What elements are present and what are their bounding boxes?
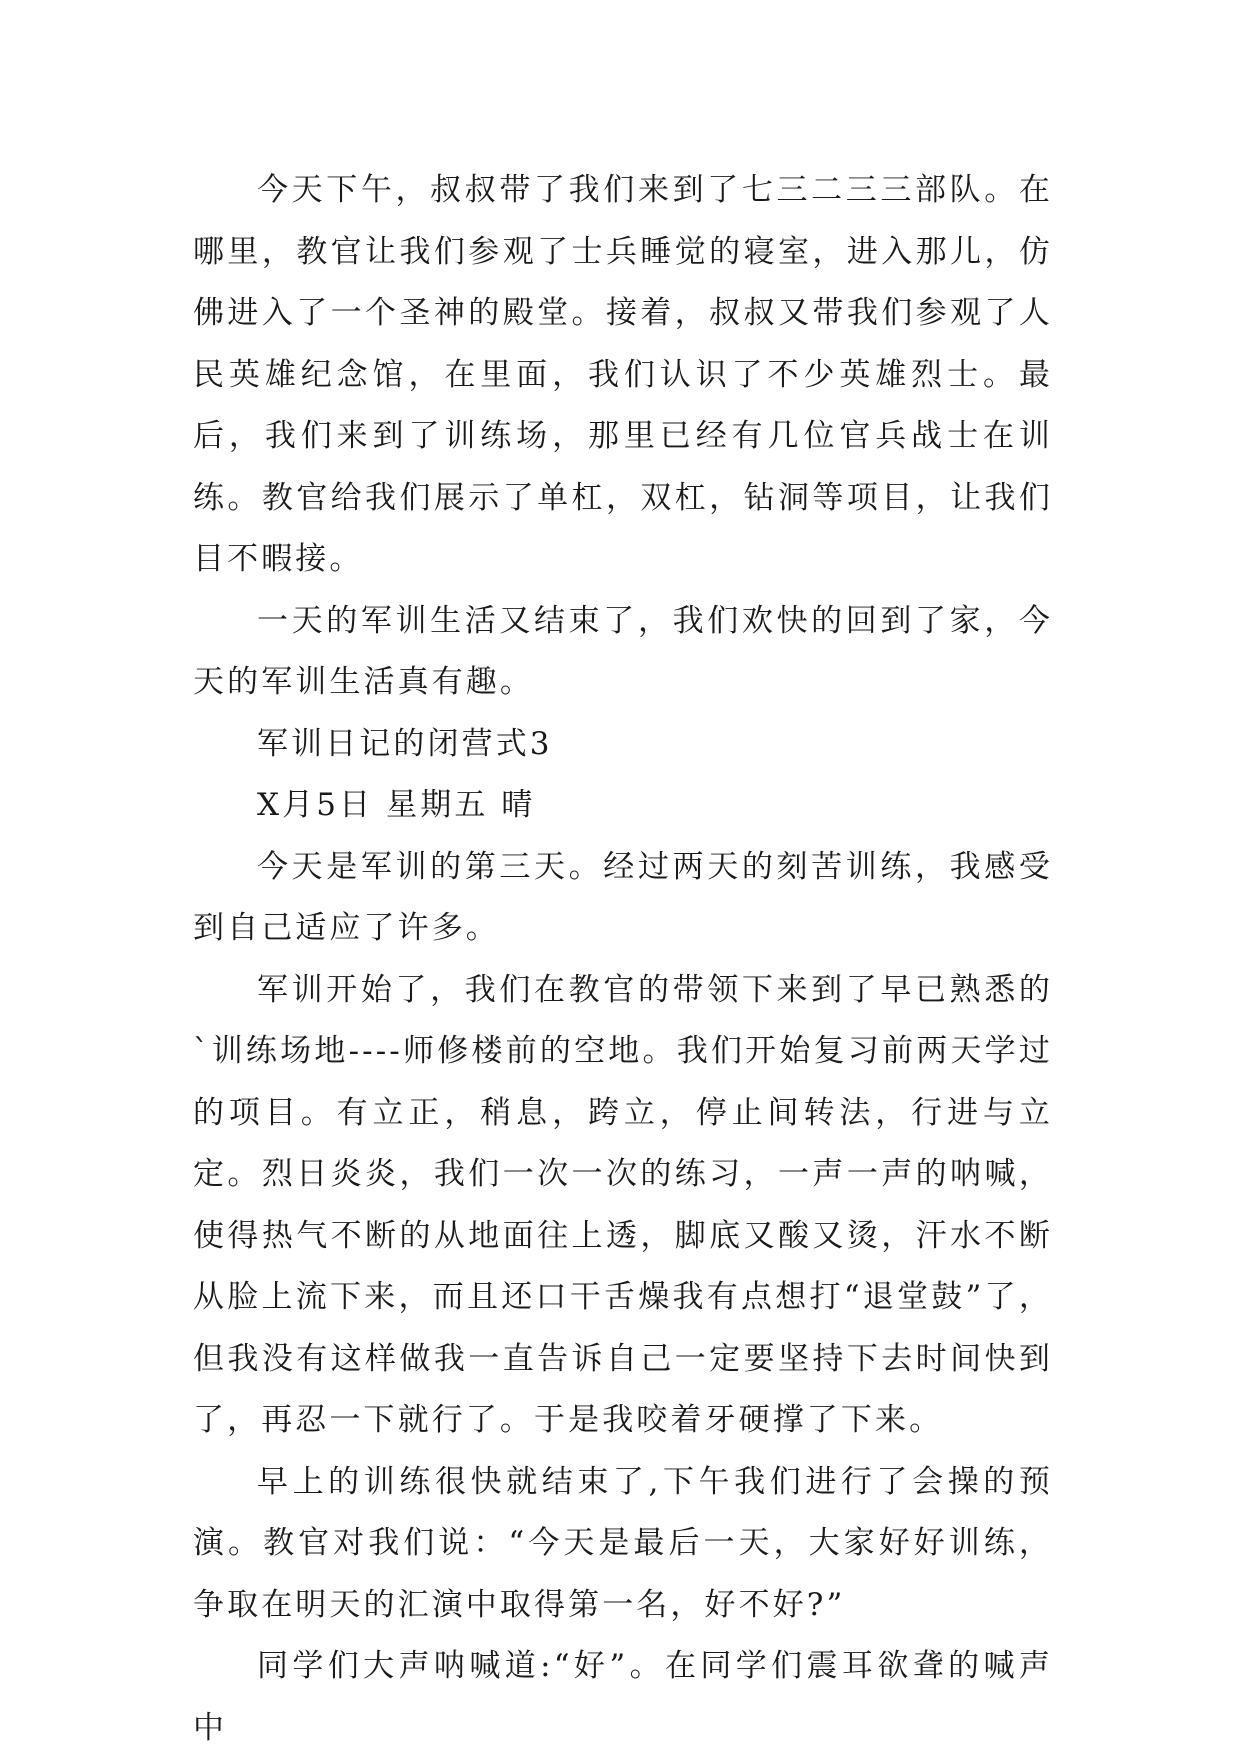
document-body — [193, 160, 1053, 1759]
paragraph-day-end: 一天的军训生活又结束了，我们欢快的回到了家，今天的军训生活真有趣。 — [193, 602, 1053, 700]
paragraph-third-day: 今天是军训的第三天。经过两天的刻苦训练，我感受到自己适应了许多。 — [193, 848, 1053, 946]
paragraph-visit-unit: 今天下午，叔叔带了我们来到了七三二三三部队。在哪里，教官让我们参观了士兵睡觉的寝室，进入那儿，仿佛进入了一个圣神的殿堂。接着，叔叔又带我们参观了人民英雄纪念馆，在里面，我们认识了不少英雄烈士。最后，我们来到了训练场，那里已经有几位官兵战士在训练。教官给我们展示了单杠，双杠，钻洞等项目，让我们目不暇接。 — [193, 172, 1053, 577]
diary-date: X月5日 星期五 晴 — [257, 787, 536, 823]
paragraph-classmates: 同学们大声呐喊道:“好”。在同学们震耳欲聋的喊声中 — [193, 1648, 1053, 1746]
paragraph-afternoon: 早上的训练很快就结束了,下午我们进行了会操的预演。教官对我们说：“今天是最后一天，大家好好训练，争取在明天的汇演中取得第一名，好不好?” — [193, 1463, 1053, 1623]
paragraph-training: 军训开始了，我们在教官的带领下来到了早已熟悉的`训练场地----师修楼前的空地。我们开始复习前两天学过的项目。有立正，稍息，跨立，停止间转法，行进与立定。烈日炎炎，我们一次一次的练习，一声一声的呐喊，使得热气不断的从地面往上透，脚底又酸又烫，汗水不断从脸上流下来，而且还口干舌燥我有点想打“退堂鼓”了，但我没有这样做我一直告诉自己一定要坚持下去时间快到了，再忍一下就行了。于是我咬着牙硬撑了下来。 — [193, 971, 1053, 1438]
diary-title: 军训日记的闭营式3 — [257, 725, 553, 762]
